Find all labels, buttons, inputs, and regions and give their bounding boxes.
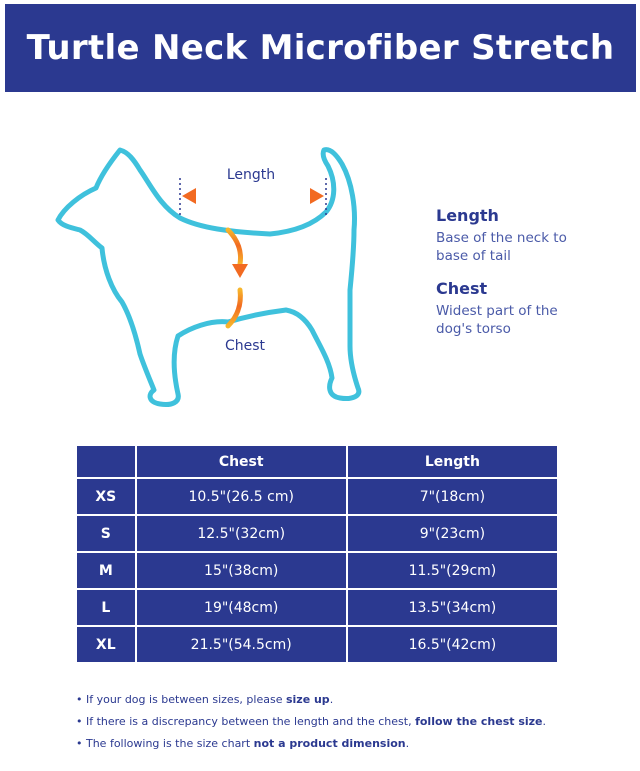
note-text: .: [329, 693, 334, 706]
dog-measurement-diagram: [50, 140, 390, 420]
legend-length-desc-line2: base of tail: [436, 248, 511, 264]
note-size-up: [76, 693, 616, 706]
table-header-row: [77, 446, 557, 477]
size-cell: L: [77, 590, 135, 625]
length-cell: 11.5"(29cm): [348, 553, 557, 588]
measurement-legend: [436, 206, 626, 352]
note-emphasis: size up: [285, 693, 330, 706]
legend-chest-title: Chest: [436, 279, 488, 298]
diagram-chest-label: Chest: [224, 338, 266, 354]
dog-outline: [58, 150, 359, 405]
header-chest: Chest: [137, 446, 346, 477]
size-cell: XL: [77, 627, 135, 662]
size-chart: [77, 444, 561, 664]
note-not-product-dimension: [76, 737, 616, 750]
diagram-length-label: Length: [226, 167, 276, 183]
size-cell: S: [77, 516, 135, 551]
chest-cell: 15"(38cm): [137, 553, 346, 588]
chest-cell: 12.5"(32cm): [137, 516, 346, 551]
header-size: [77, 446, 135, 477]
table-row: [77, 590, 557, 625]
size-cell: XS: [77, 479, 135, 514]
table-row: [77, 479, 557, 514]
table-row: [77, 627, 557, 662]
chest-arrow-head: [232, 264, 248, 278]
table-row: [77, 553, 557, 588]
sizing-notes: [76, 693, 616, 759]
header-length: Length: [348, 446, 557, 477]
length-cell: 7"(18cm): [348, 479, 557, 514]
length-arrow-head-left: [182, 188, 196, 204]
dog-illustration: [50, 140, 390, 420]
note-text: • The following is the size chart: [76, 737, 254, 750]
legend-chest-desc-line2: dog's torso: [436, 321, 511, 337]
legend-chest-desc-line1: Widest part of the: [436, 303, 558, 319]
note-text: .: [405, 737, 410, 750]
legend-chest-desc: [436, 302, 626, 338]
length-cell: 16.5"(42cm): [348, 627, 557, 662]
note-emphasis: not a product dimension: [253, 737, 406, 750]
length-arrow-head-right: [310, 188, 324, 204]
table-row: [77, 516, 557, 551]
note-text: .: [542, 715, 547, 728]
note-text: • If there is a discrepancy between the length and the chest,: [76, 715, 416, 728]
note-text: • If your dog is between sizes, please: [76, 693, 286, 706]
legend-length-title: Length: [436, 206, 499, 225]
size-table: [75, 444, 559, 664]
chest-arc-upper: [228, 230, 241, 264]
title-banner: [5, 4, 636, 92]
chest-cell: 10.5"(26.5 cm): [137, 479, 346, 514]
size-cell: M: [77, 553, 135, 588]
note-follow-chest: [76, 715, 616, 728]
page-title: Turtle Neck Microfiber Stretch: [26, 28, 615, 68]
chest-cell: 19"(48cm): [137, 590, 346, 625]
length-cell: 9"(23cm): [348, 516, 557, 551]
legend-length-desc: [436, 229, 626, 265]
chest-cell: 21.5"(54.5cm): [137, 627, 346, 662]
note-emphasis: follow the chest size: [415, 715, 543, 728]
length-cell: 13.5"(34cm): [348, 590, 557, 625]
legend-length-desc-line1: Base of the neck to: [436, 230, 567, 246]
